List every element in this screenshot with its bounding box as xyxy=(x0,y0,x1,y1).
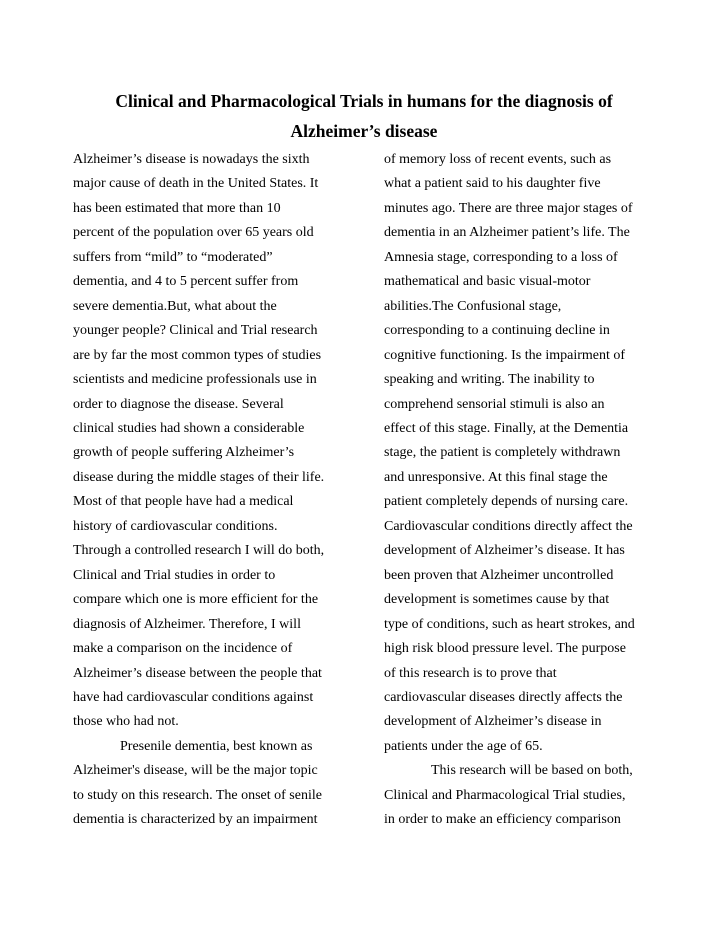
text-line: of memory loss of recent events, such as xyxy=(384,152,612,167)
text-line: Clinical and Pharmacological Trial studies, xyxy=(384,787,626,803)
text-line: patients under the age of 65. xyxy=(384,738,543,754)
text-line: what a patient said to his daughter five xyxy=(384,176,601,192)
text-line: cardiovascular diseases directly affects the xyxy=(384,689,623,705)
text-line: patient completely depends of nursing care. xyxy=(384,494,629,510)
text-line: Cardiovascular conditions directly affect the xyxy=(384,518,633,534)
text-line: comprehend sensorial stimuli is also an xyxy=(384,396,605,412)
text-line: of this research is to prove that xyxy=(384,665,557,681)
paragraph-start-line: This research will be based on both, xyxy=(431,763,633,779)
text-line: Alzheimer’s disease is nowadays the sixth xyxy=(73,152,310,167)
text-line: are by far the most common types of studies xyxy=(73,347,322,363)
left-text-column xyxy=(73,148,373,833)
text-line: Alzheimer's disease, will be the major topic xyxy=(73,763,318,779)
text-line: to study on this research. The onset of senile xyxy=(73,787,322,803)
text-line: effect of this stage. Finally, at the Dementia xyxy=(384,420,629,436)
text-line: order to diagnose the disease. Several xyxy=(73,396,284,412)
text-line: compare which one is more efficient for the xyxy=(73,592,319,608)
text-line: younger people? Clinical and Trial research xyxy=(73,323,318,339)
text-line: percent of the population over 65 years old xyxy=(73,225,314,241)
text-line: have had cardiovascular conditions against xyxy=(73,689,314,705)
right-text-column xyxy=(384,148,654,833)
text-line: diagnosis of Alzheimer. Therefore, I will xyxy=(73,616,301,632)
text-line: major cause of death in the United States. It xyxy=(73,176,319,192)
text-line: scientists and medicine professionals use in xyxy=(73,372,317,388)
text-line: development of Alzheimer’s disease in xyxy=(384,714,602,730)
text-line: growth of people suffering Alzheimer’s xyxy=(73,445,295,461)
text-line: Amnesia stage, corresponding to a loss of xyxy=(384,249,618,265)
document-title-line-2: Alzheimer’s disease xyxy=(290,121,438,141)
text-line: speaking and writing. The inability to xyxy=(384,372,595,388)
text-line: development is sometimes cause by that xyxy=(384,592,610,608)
text-line: dementia, and 4 to 5 percent suffer from xyxy=(73,274,299,290)
text-line: and unresponsive. At this final stage the xyxy=(384,469,608,485)
text-line: severe dementia.But, what about the xyxy=(73,298,277,314)
text-line: Through a controlled research I will do both, xyxy=(73,543,325,559)
paragraph-start-line: Presenile dementia, best known as xyxy=(120,738,313,754)
text-line: cognitive functioning. Is the impairment of xyxy=(384,347,626,363)
text-line: Alzheimer’s disease between the people that xyxy=(73,665,322,681)
text-line: been proven that Alzheimer uncontrolled xyxy=(384,567,614,583)
text-line: disease during the middle stages of their life. xyxy=(73,469,325,485)
text-line: minutes ago. There are three major stages of xyxy=(384,200,633,216)
text-line: history of cardiovascular conditions. xyxy=(73,518,278,534)
text-line: type of conditions, such as heart strokes, and xyxy=(384,616,635,632)
text-line: Clinical and Trial studies in order to xyxy=(73,567,276,583)
text-line: has been estimated that more than 10 xyxy=(73,200,281,216)
text-line: suffers from “mild” to “moderated” xyxy=(73,249,273,265)
text-line: dementia in an Alzheimer patient’s life. The xyxy=(384,225,630,241)
text-line: development of Alzheimer’s disease. It has xyxy=(384,543,625,559)
document-title-line-1: Clinical and Pharmacological Trials in humans for the diagnosis of xyxy=(115,91,613,111)
text-line: mathematical and basic visual-motor xyxy=(384,274,591,290)
text-line: dementia is characterized by an impairment xyxy=(73,812,318,828)
text-line: Most of that people have had a medical xyxy=(73,494,294,510)
text-line: clinical studies had shown a considerable xyxy=(73,420,305,436)
text-line: in order to make an efficiency comparison xyxy=(384,812,621,828)
text-line: high risk blood pressure level. The purpose xyxy=(384,641,626,657)
text-line: make a comparison on the incidence of xyxy=(73,641,293,657)
text-line: abilities.The Confusional stage, xyxy=(384,298,562,314)
text-line: those who had not. xyxy=(73,714,179,730)
text-line: corresponding to a continuing decline in xyxy=(384,323,610,339)
text-line: stage, the patient is completely withdrawn xyxy=(384,445,621,461)
